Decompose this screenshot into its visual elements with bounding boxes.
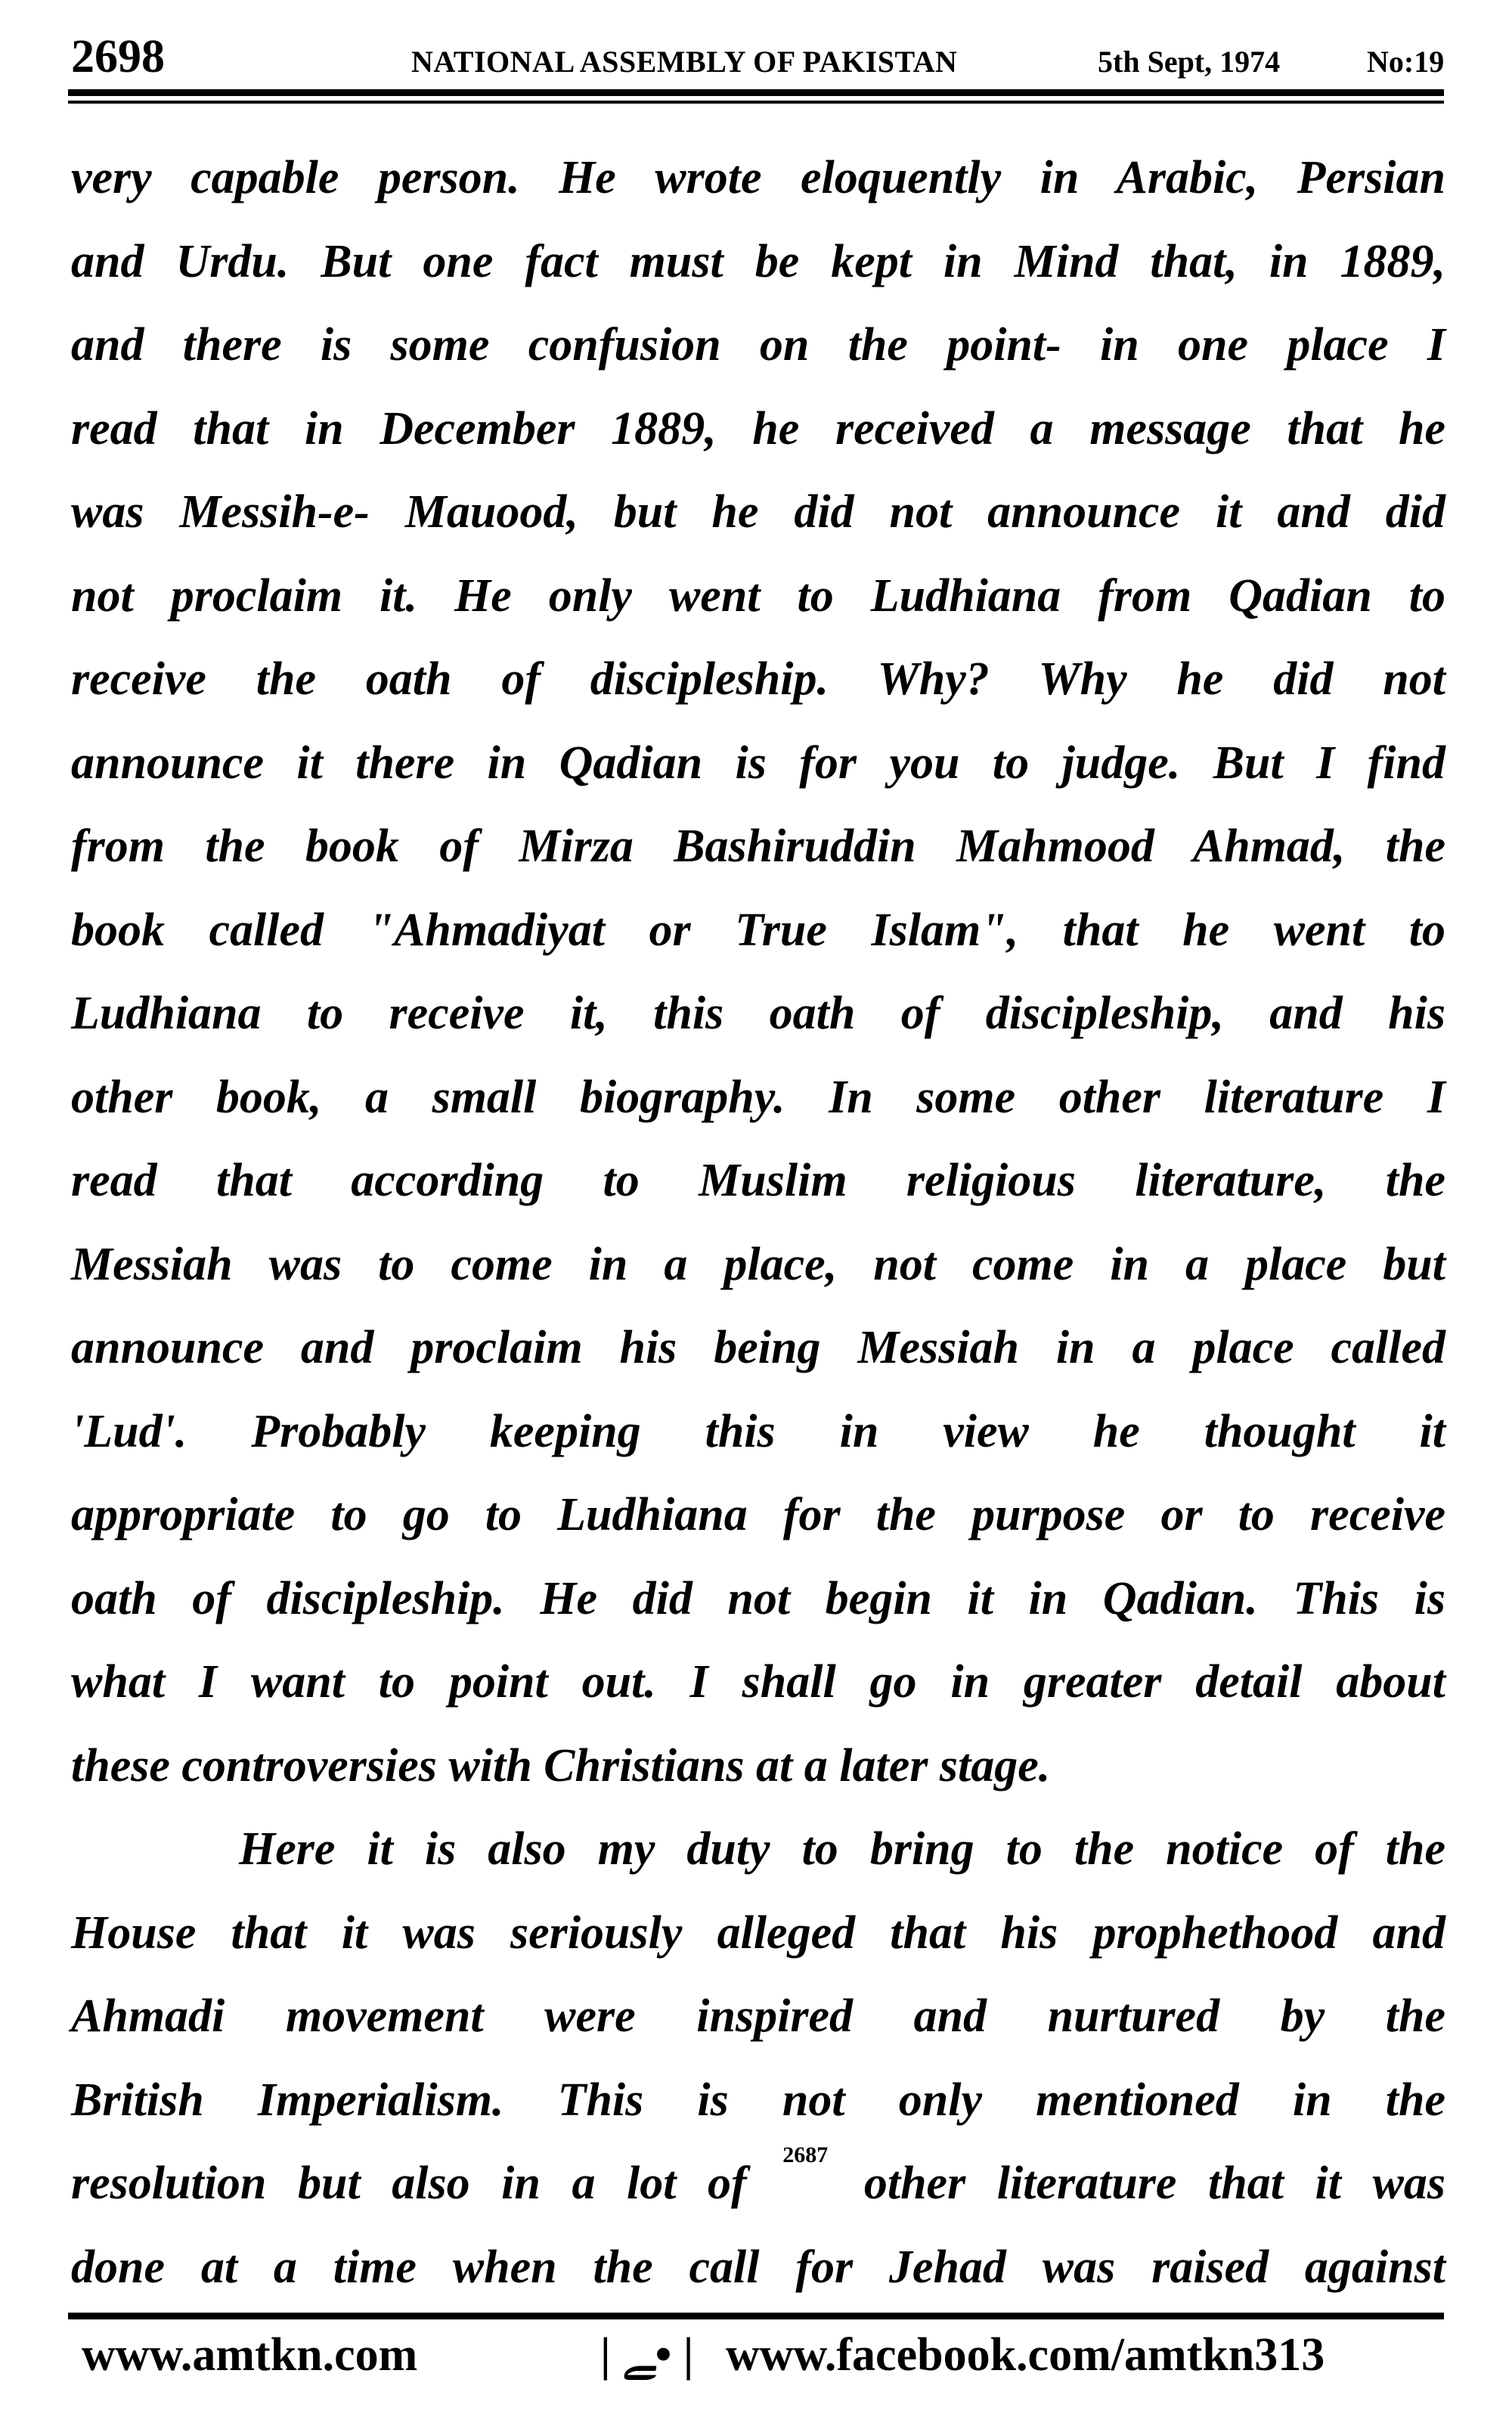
text-line: from the book of Mirza Bashiruddin Mahmood Ahmad, the: [71, 821, 1445, 872]
text-line: 'Lud'. Probably keeping this in view he thought it: [71, 1405, 1445, 1457]
text-line: Ahmadi movement were inspired and nurtured by the: [71, 1990, 1445, 2042]
text-segment: other literature that it was: [863, 2158, 1446, 2209]
text-line: and there is some confusion on the point- in one place I: [71, 319, 1445, 371]
text-line: very capable person. He wrote eloquently in Arabic, Persian: [71, 152, 1445, 203]
text-line: Ludhiana to receive it, this oath of discipleship, and his: [71, 988, 1445, 1039]
text-line: read that in December 1889, he received a message that he: [71, 402, 1445, 455]
header-rule-thick: [68, 89, 1444, 96]
text-line: these controversies with Christians at a later stage.: [71, 1739, 1051, 1792]
header-issue-number: No:19: [1367, 45, 1445, 79]
text-line: read that according to Muslim religious literature, the: [71, 1155, 1445, 1206]
text-line: appropriate to go to Ludhiana for the purpose or to receive: [71, 1489, 1445, 1540]
text-line: Messiah was to come in a place, not come in a place but: [71, 1238, 1445, 1290]
text-line: House that it was seriously alleged that his prophethood and: [71, 1907, 1445, 1959]
text-line: done at a time when the call for Jehad was raised against: [71, 2241, 1445, 2293]
text-line: and Urdu. But one fact must be kept in Mind that, in 1889,: [71, 235, 1445, 287]
text-line: announce and proclaim his being Messiah in a place called: [71, 1322, 1445, 1373]
footer-logo-mark: | ﮯ• |: [600, 2329, 694, 2381]
text-line: announce it there in Qadian is for you to judge. But I find: [71, 737, 1445, 789]
facebook-link[interactable]: www.facebook.com/amtkn313: [726, 2329, 1325, 2381]
footer-rule: [68, 2313, 1444, 2319]
text-line-with-footnote: [71, 2142, 1445, 2226]
text-line: not proclaim it. He only went to Ludhiana from Qadian to: [71, 569, 1445, 622]
page-number: 2698: [71, 31, 165, 82]
header-date: 5th Sept, 1974: [1098, 45, 1281, 79]
footnote-reference: 2687: [782, 2142, 829, 2167]
page-footer: [71, 2323, 1445, 2387]
text-segment: resolution but also in a lot of: [71, 2158, 747, 2209]
text-line: book called "Ahmadiyat or True Islam", that he went to: [71, 904, 1445, 956]
paragraph-start-line: Here it is also my duty to bring to the notice of the: [239, 1823, 1445, 1875]
header-rule-thin: [68, 101, 1444, 104]
page-header: [71, 30, 1445, 83]
text-line: was Messih-e- Mauood, but he did not announce it and did: [71, 486, 1445, 538]
body-text: [71, 136, 1445, 2309]
text-line: receive the oath of discipleship. Why? Why he did not: [71, 653, 1445, 705]
header-title: NATIONAL ASSEMBLY OF PAKISTAN: [411, 45, 958, 79]
text-line: oath of discipleship. He did not begin it in Qadian. This is: [71, 1572, 1445, 1624]
website-link[interactable]: www.amtkn.com: [82, 2329, 418, 2381]
text-line: British Imperialism. This is not only mentioned in the: [71, 2074, 1445, 2126]
text-line: what I want to point out. I shall go in greater detail about: [71, 1656, 1445, 1708]
text-line: other book, a small biography. In some other literature I: [71, 1071, 1445, 1123]
